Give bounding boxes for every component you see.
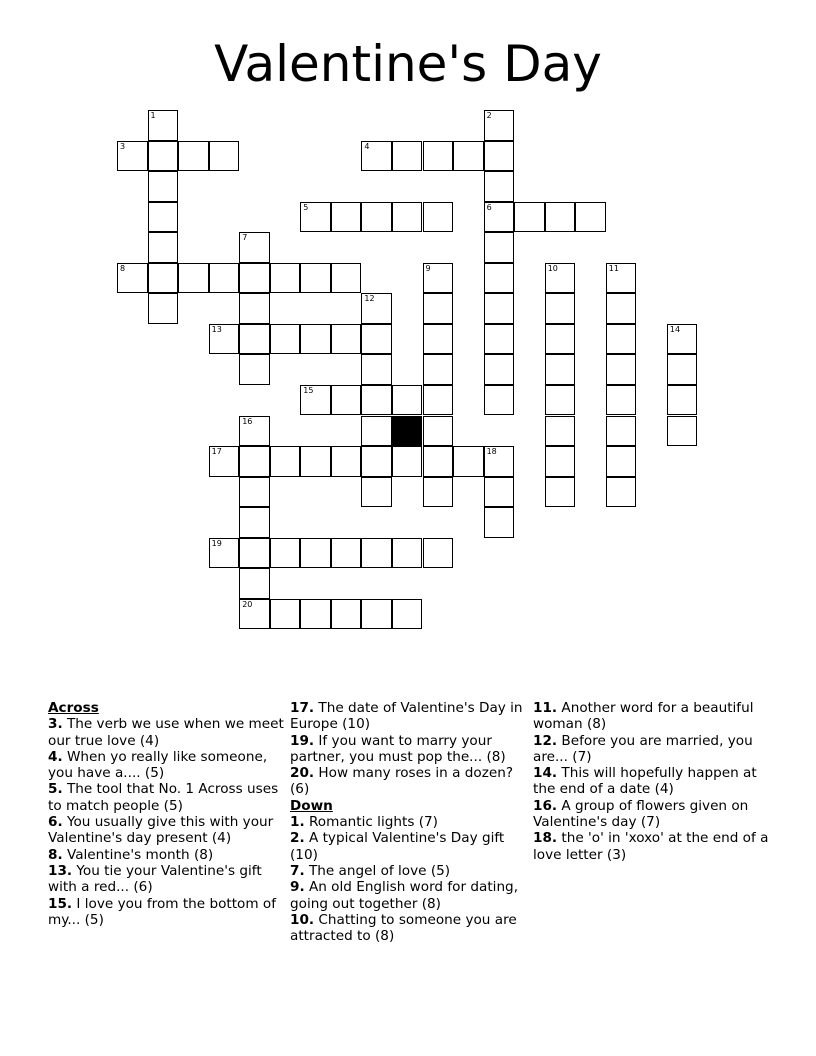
grid-cell[interactable] [667,324,698,355]
grid-cell[interactable] [423,446,454,477]
grid-cell[interactable] [300,385,331,416]
grid-cell[interactable] [484,232,515,263]
clue-item [48,749,293,782]
grid-cell[interactable] [606,477,637,508]
clue-number: 14 [669,324,681,334]
clue-text: When yo really like someone, you have a.... (5) [48,748,268,782]
grid-cell[interactable] [209,263,240,294]
down-header: Down [290,797,333,814]
grid-cell[interactable] [361,324,392,355]
grid-cell[interactable] [606,446,637,477]
clue-number: 15 [303,385,314,395]
clue-item [533,830,778,863]
clue-number: 20 [242,599,253,609]
grid-cell[interactable] [392,538,423,569]
grid-cell[interactable] [331,202,362,233]
grid-cell[interactable] [361,416,392,447]
grid-cell[interactable] [239,477,270,508]
clue-item [48,863,293,896]
clue-number: 17 [211,447,222,457]
grid-cell[interactable] [361,141,392,172]
grid-cell[interactable] [484,354,515,385]
grid-cell[interactable] [209,141,240,172]
grid-cell[interactable] [239,446,270,477]
grid-cell[interactable] [270,599,301,630]
clue-item [290,814,535,830]
clue-number: 6 [486,202,492,212]
clue-number: 3. [48,716,63,733]
clue-text: You tie your Valentine's gift with a red... (6) [48,862,262,896]
clue-column-3 [533,700,778,863]
grid-cell[interactable] [423,324,454,355]
clue-number: 18. [533,830,558,847]
grid-cell[interactable] [331,263,362,294]
clue-number: 11 [608,263,619,273]
clue-item [290,700,535,733]
clue-number: 10. [290,911,315,928]
grid-cell[interactable] [270,263,301,294]
grid-cell[interactable] [300,324,331,355]
clue-item [290,863,535,879]
clue-number: 19 [211,538,222,548]
grid-cell[interactable] [484,171,515,202]
grid-cell[interactable] [361,354,392,385]
grid-cell[interactable] [361,538,392,569]
grid-cell[interactable] [117,263,148,294]
grid-cell[interactable] [606,354,637,385]
grid-cell[interactable] [270,538,301,569]
clue-text: If you want to marry your partner, you must pop the... (8) [290,732,506,765]
grid-cell[interactable] [545,446,576,477]
grid-cell[interactable] [331,385,362,416]
clue-text: The verb we use when we meet our true love (4) [48,716,284,749]
grid-cell[interactable] [423,202,454,233]
clue-item [533,700,778,733]
grid-cell[interactable] [484,477,515,508]
page-title: Valentine's Day [214,35,602,93]
grid-cell[interactable] [545,202,576,233]
grid-cell[interactable] [239,568,270,599]
grid-cell[interactable] [484,263,515,294]
clue-number: 9. [290,879,305,896]
clue-text: Valentine's month (8) [62,846,214,863]
grid-cell[interactable] [606,385,637,416]
grid-cell[interactable] [239,232,270,263]
grid-cell[interactable] [239,354,270,385]
clue-number: 7. [290,862,305,879]
grid-cell[interactable] [300,446,331,477]
grid-cell[interactable] [484,110,515,141]
grid-cell[interactable] [361,202,392,233]
grid-cell[interactable] [239,263,270,294]
grid-cell[interactable] [270,324,301,355]
clue-item [48,716,293,749]
clue-text: Romantic lights (7) [304,814,438,831]
grid-cell[interactable] [361,599,392,630]
clue-number: 6. [48,814,63,831]
clue-number: 17. [290,700,315,716]
grid-cell[interactable] [209,538,240,569]
clue-number: 16 [242,416,253,426]
clue-number: 8 [120,263,126,273]
grid-cell[interactable] [545,477,576,508]
clue-text: The tool that No. 1 Across uses to match people (5) [48,781,279,814]
grid-cell[interactable] [606,416,637,447]
clue-number: 11. [533,700,558,716]
grid-cell[interactable] [423,385,454,416]
grid-cell[interactable] [361,446,392,477]
grid-cell[interactable] [484,446,515,477]
grid-cell[interactable] [484,507,515,538]
clue-number: 10 [547,263,558,273]
grid-cell[interactable] [331,538,362,569]
grid-cell[interactable] [239,416,270,447]
clue-number: 1 [150,111,156,120]
grid-cell[interactable] [606,324,637,355]
clue-item [290,879,535,912]
clue-number: 18 [486,447,497,457]
grid-cell[interactable] [239,507,270,538]
clue-text: This will hopefully happen at the end of a date (4) [533,765,757,798]
grid-cell[interactable] [209,446,240,477]
grid-cell[interactable] [239,538,270,569]
clue-text: The angel of love (5) [304,862,451,879]
clue-item [533,798,778,831]
clue-item [290,765,535,798]
clue-text: the 'o' in 'xoxo' at the end of a love letter (3) [533,830,769,863]
grid-cell[interactable] [300,263,331,294]
grid-cell[interactable] [606,263,637,294]
clue-number: 7 [242,233,248,243]
grid-cell[interactable] [575,202,606,233]
grid-cell[interactable] [300,202,331,233]
grid-cell[interactable] [148,263,179,294]
clue-text: How many roses in a dozen? (6) [290,765,514,798]
clue-number: 13. [48,862,73,879]
clue-number: 4. [48,748,63,765]
grid-cell[interactable] [392,385,423,416]
clue-text: The date of Valentine's Day in Europe (10) [290,700,523,733]
grid-cell[interactable] [148,141,179,172]
clue-number: 2. [290,830,305,847]
grid-cell[interactable] [423,293,454,324]
clue-number: 12 [364,294,375,304]
clue-item [533,733,778,766]
grid-cell[interactable] [392,446,423,477]
grid-cell[interactable] [392,599,423,630]
grid-cell[interactable] [545,385,576,416]
grid-cell[interactable] [545,293,576,324]
grid-cell[interactable] [453,141,484,172]
clue-item [290,830,535,863]
grid-cell[interactable] [423,354,454,385]
clue-column-1 [48,700,293,928]
grid-cell[interactable] [545,416,576,447]
clue-text: I love you from the bottom of my... (5) [48,895,277,928]
grid-cell[interactable] [667,416,698,447]
grid-cell[interactable] [117,141,148,172]
clue-column-2 [290,700,535,944]
clue-number: 5. [48,781,63,798]
grid-cell[interactable] [484,202,515,233]
clue-text: An old English word for dating, going out together (8) [290,879,519,912]
grid-cell[interactable] [484,324,515,355]
clue-text: A typical Valentine's Day gift (10) [290,830,505,863]
grid-cell[interactable] [545,263,576,294]
clue-number: 5 [303,202,309,212]
grid-cell[interactable] [514,202,545,233]
grid-cell[interactable] [361,293,392,324]
grid-cell[interactable] [209,324,240,355]
grid-cell[interactable] [148,232,179,263]
grid-cell[interactable] [239,599,270,630]
grid-cell[interactable] [667,385,698,416]
clue-item [290,733,535,766]
grid-cell[interactable] [484,293,515,324]
clue-number: 4 [364,141,370,151]
grid-cell[interactable] [453,446,484,477]
grid-cell[interactable] [423,141,454,172]
clue-text: You usually give this with your Valentine's day present (4) [48,814,274,847]
clue-text: Chatting to someone you are attracted to (8) [290,911,517,945]
grid-cell[interactable] [300,599,331,630]
clue-number: 14. [533,765,558,782]
grid-cell[interactable] [361,385,392,416]
clue-number: 20. [290,765,315,782]
clue-number: 1. [290,814,305,831]
grid-cell[interactable] [270,446,301,477]
clue-number: 2 [486,111,492,120]
clue-number: 13 [211,324,222,334]
grid-cell[interactable] [148,202,179,233]
clue-number: 8. [48,846,63,863]
grid-cell[interactable] [423,538,454,569]
clue-number: 19. [290,732,315,749]
grid-cell[interactable] [239,293,270,324]
clue-item [533,765,778,798]
grid-cell[interactable] [331,446,362,477]
grid-cell[interactable] [178,141,209,172]
grid-cell[interactable] [148,171,179,202]
grid-cell[interactable] [606,293,637,324]
grid-cell[interactable] [545,354,576,385]
clue-number: 3 [120,141,126,151]
grid-cell[interactable] [392,141,423,172]
clue-number: 12. [533,732,558,749]
clue-number: 15. [48,895,73,912]
clue-text: Another word for a beautiful woman (8) [533,700,754,733]
black-cell [392,416,423,447]
grid-cell[interactable] [239,324,270,355]
grid-cell[interactable] [331,599,362,630]
grid-cell[interactable] [423,263,454,294]
grid-cell[interactable] [484,141,515,172]
grid-cell[interactable] [484,385,515,416]
clue-text: A group of flowers given on Valentine's day (7) [533,797,749,831]
clue-item [48,847,293,863]
grid-cell[interactable] [148,110,179,141]
grid-cell[interactable] [148,293,179,324]
clue-item [48,781,293,814]
clue-item [48,814,293,847]
grid-cell[interactable] [392,202,423,233]
grid-cell[interactable] [178,263,209,294]
clue-number: 16. [533,797,558,814]
clue-item [48,896,293,929]
grid-cell[interactable] [361,477,392,508]
grid-cell[interactable] [331,324,362,355]
grid-cell[interactable] [423,477,454,508]
grid-cell[interactable] [300,538,331,569]
grid-cell[interactable] [667,354,698,385]
grid-cell[interactable] [423,416,454,447]
clue-item [290,912,535,945]
grid-cell[interactable] [545,324,576,355]
across-header: Across [48,700,99,716]
clue-number: 9 [425,263,431,273]
clue-text: Before you are married, you are... (7) [533,732,753,765]
